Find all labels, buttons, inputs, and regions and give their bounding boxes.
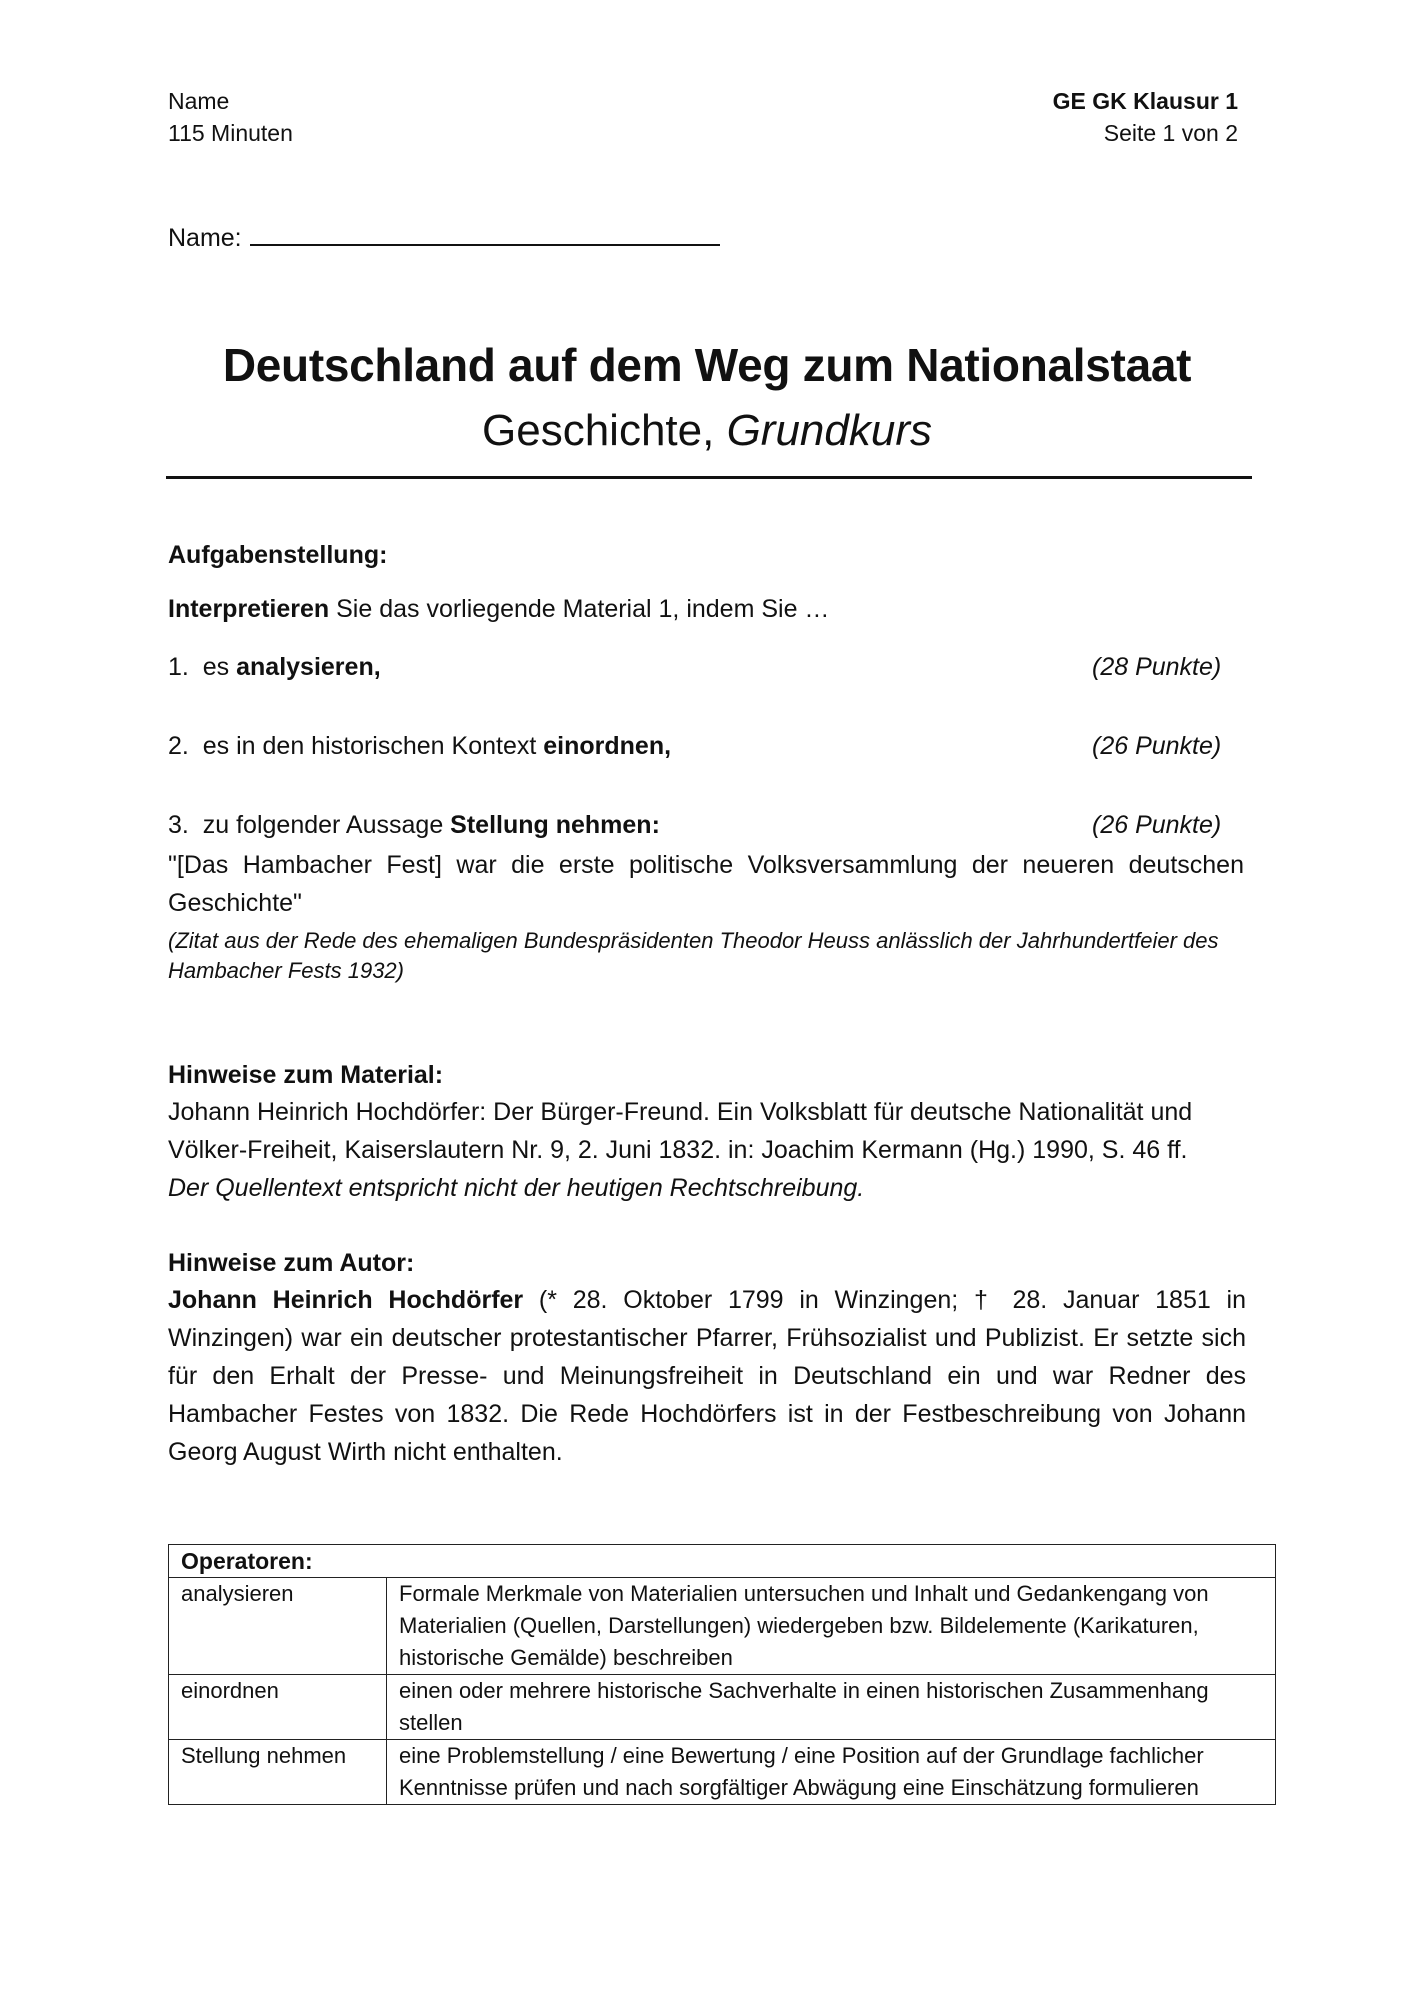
course-label: Grundkurs [726, 406, 932, 455]
task-intro-operator: Interpretieren [168, 595, 330, 623]
material-heading: Hinweise zum Material: [168, 1061, 444, 1089]
operator-definition: eine Problemstellung / eine Bewertung / eine Position auf der Grundlage fachlicher Kenntnisse prüfen und nach sorgfältiger Abwägung eine Einschätzung formulieren [387, 1740, 1276, 1805]
task-item-number: 3. [168, 811, 189, 839]
task-item-operator: Stellung nehmen: [450, 811, 660, 839]
name-field-label: Name: [168, 224, 242, 252]
author-bio: (* 28. Oktober 1799 in Winzingen; † 28. Januar 1851 in Winzingen) war ein deutscher protestantischer Pfarrer, Frühsozialist und Publizist. Er setzte sich für den Erhalt der Presse- und Meinungsfreiheit in Deutschland ein und war Redner des Hambacher Festes von 1832. Die Rede Hochdörfers ist in der Festbeschreibung von Johann Georg August Wirth nicht enthalten. [168, 1286, 1246, 1466]
header-duration: 115 Minuten [168, 120, 293, 146]
task-item-3-points: (26 Punkte) [1092, 811, 1222, 839]
task-item-operator: analysieren, [236, 653, 381, 681]
table-row [169, 1545, 1276, 1578]
operator-term: analysieren [169, 1578, 387, 1675]
operators-heading: Operatoren: [169, 1545, 1276, 1578]
operator-definition: Formale Merkmale von Materialien untersuchen und Inhalt und Gedankengang von Materialien (Quellen, Darstellungen) wiedergeben bzw. Bildelemente (Karikaturen, historische Gemälde) beschreiben [387, 1578, 1276, 1675]
task-item-number: 2. [168, 732, 189, 760]
page-title: Deutschland auf dem Weg zum Nationalstaat [222, 339, 1192, 391]
name-input-line[interactable] [250, 222, 720, 246]
operators-table [168, 1544, 1276, 1805]
header-page-info: Seite 1 von 2 [1103, 120, 1238, 146]
task-item-text: zu folgender Aussage [202, 811, 451, 839]
operator-term: Stellung nehmen [169, 1740, 387, 1805]
task-intro-text: Sie das vorliegende Material 1, indem Sie … [329, 595, 830, 623]
task-item-2 [168, 727, 671, 765]
task-item-operator: einordnen, [543, 732, 672, 760]
task-heading: Aufgabenstellung: [168, 541, 388, 569]
author-text [168, 1281, 1246, 1471]
author-name: Johann Heinrich Hochdörfer [168, 1286, 524, 1314]
title-divider [166, 476, 1252, 479]
quote-source: (Zitat aus der Rede des ehemaligen Bundespräsidenten Theodor Heuss anlässlich der Jahrhundertfeier des Hambacher Fests 1932) [168, 928, 1219, 983]
task-item-text: es in den historischen Kontext [202, 732, 544, 760]
name-field [168, 222, 720, 253]
material-note: Der Quellentext entspricht nicht der heutigen Rechtschreibung. [168, 1174, 865, 1202]
task-item-1-points: (28 Punkte) [1092, 653, 1222, 681]
table-row [169, 1740, 1276, 1805]
operator-term: einordnen [169, 1675, 387, 1740]
task-item-text: es [202, 653, 237, 681]
task-item-1 [168, 648, 381, 686]
material-text: Johann Heinrich Hochdörfer: Der Bürger-Freund. Ein Volksblatt für deutsche Nationalität und Völker-Freiheit, Kaiserslautern Nr. 9, 2. Juni 1832. in: Joachim Kermann (Hg.) 1990, S. 46 ff. [168, 1098, 1193, 1164]
page-subtitle [0, 406, 1414, 456]
table-row [169, 1578, 1276, 1675]
header-name-label: Name [168, 88, 230, 114]
author-heading: Hinweise zum Autor: [168, 1249, 415, 1277]
task-item-2-points: (26 Punkte) [1092, 732, 1222, 760]
task-item-number: 1. [168, 653, 189, 681]
header-exam-title: GE GK Klausur 1 [1052, 88, 1238, 114]
quote-text: "[Das Hambacher Fest] war die erste politische Volksversammlung der neueren deutschen Geschichte" [168, 851, 1244, 917]
operator-definition: einen oder mehrere historische Sachverhalte in einen historischen Zusammenhang stellen [387, 1675, 1276, 1740]
task-item-3 [168, 806, 660, 844]
subject-label: Geschichte, [482, 406, 715, 455]
task-intro [168, 590, 829, 628]
table-row [169, 1675, 1276, 1740]
